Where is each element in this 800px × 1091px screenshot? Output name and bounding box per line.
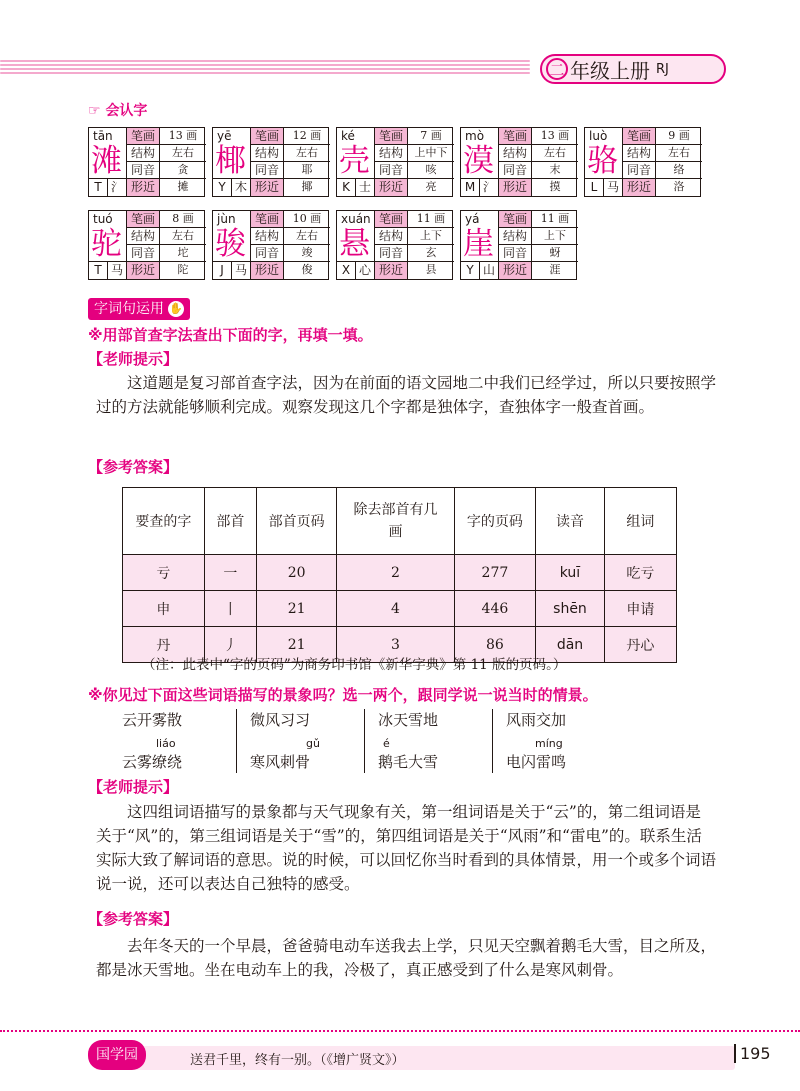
card-character: 漠 [463,143,494,179]
table-header-cell: 组词 [604,488,676,555]
card-radical-char: 心 [358,263,371,277]
word-row1: 风雨交加 [506,711,567,729]
card-info [374,211,454,279]
card-structure: 左右 [172,146,194,159]
card-character: 崖 [463,226,494,262]
card-similar: 洛 [673,180,685,193]
card-radical-char: 木 [234,180,247,194]
word-divider [492,709,493,773]
card-label-similar: 形近 [623,179,656,196]
card-structure: 左右 [668,146,690,159]
card-homophone: 坨 [177,246,189,259]
card-strokes: 13 画 [168,129,198,142]
card-strokes: 11 画 [416,212,446,225]
card-pinyin: mò [465,129,485,143]
card-label-structure: 结构 [251,145,284,161]
table-header-cell: 除去部首有几画 [337,488,454,555]
table-cell: 2 [337,555,454,591]
table-header-cell: 字的页码 [454,488,536,555]
card-info [126,128,206,196]
card-label-homophone: 同音 [127,245,160,261]
card-radical [337,261,374,279]
section-banner: 字词句运用 ✋ [88,298,190,320]
card-radical [213,178,250,196]
card-label-similar: 形近 [127,262,160,279]
card-character: 悬 [339,226,370,262]
card-label-homophone: 同音 [375,162,408,178]
table-cell: dān [536,627,605,663]
card-similar: 揶 [301,180,313,193]
grade-circle: 二 [546,58,568,80]
card-strokes: 13 画 [540,129,570,142]
card-strokes: 7 画 [420,129,442,142]
table-cell: 一 [204,555,256,591]
card-similar: 摊 [177,180,189,193]
word-row1: 微风习习 [250,711,311,729]
card-label-homophone: 同音 [499,162,532,178]
table-cell: 446 [454,591,536,627]
card-label-similar: 形近 [251,262,284,279]
card-label-strokes: 笔画 [127,211,160,227]
card-label-strokes: 笔画 [375,211,408,227]
card-radical [337,178,374,196]
card-label-structure: 结构 [623,145,656,161]
card-label-homophone: 同音 [251,162,284,178]
table-cell: 丿 [204,627,256,663]
card-label-similar: 形近 [375,179,408,196]
table-cell: 丨 [204,591,256,627]
grade-badge [540,54,726,84]
card-structure: 上下 [544,229,566,242]
card-radical-letter: Y [213,179,232,196]
card-radical [461,261,498,279]
word-row2: 电闪雷鸣 [506,753,567,771]
card-label-homophone: 同音 [623,162,656,178]
card-pinyin: tān [93,129,113,143]
card-info [250,128,330,196]
card-label-homophone: 同音 [375,245,408,261]
card-label-structure: 结构 [127,145,160,161]
card-similar: 陀 [177,263,189,276]
card-radical-letter: L [585,179,604,196]
teacher-tip-label: 【老师提示】 [88,350,179,368]
card-label-homophone: 同音 [499,245,532,261]
card-label-strokes: 笔画 [127,128,160,144]
card-character: 骆 [587,143,618,179]
card-homophone: 竣 [301,246,313,259]
card-structure: 左右 [172,229,194,242]
card-similar: 摸 [549,180,561,193]
card-radical [213,261,250,279]
card-similar: 亮 [425,180,437,193]
card-radical-char: 马 [234,263,247,277]
table-row [123,555,677,591]
word-row2: 云雾缭绕 [122,753,183,771]
card-radical-letter: T [89,179,108,196]
card-structure: 左右 [544,146,566,159]
card-similar: 俊 [301,263,313,276]
footer-quote: 送君千里，终有一别。（《增广贤文》） [190,1053,405,1068]
card-label-similar: 形近 [375,262,408,279]
card-strokes: 10 画 [292,212,322,225]
word-row1: 云开雾散 [122,711,183,729]
card-homophone: 咳 [425,163,437,176]
card-radical-letter: X [337,262,356,279]
word-pinyin: gǔ [306,737,320,750]
card-label-structure: 结构 [499,228,532,244]
card-radical [89,178,126,196]
card-label-similar: 形近 [499,262,532,279]
word-row2: 寒风刺骨 [250,753,311,771]
table-header-cell: 读音 [536,488,605,555]
card-label-strokes: 笔画 [375,128,408,144]
card-pinyin: jùn [217,212,236,226]
table-cell: 申请 [604,591,676,627]
word-row1: 冰天雪地 [378,711,439,729]
card-label-strokes: 笔画 [623,128,656,144]
char-card [336,210,453,280]
card-character: 椰 [215,143,246,179]
card-homophone: 络 [673,163,685,176]
table-cell: 吃亏 [604,555,676,591]
card-pinyin: tuó [93,212,113,226]
card-label-homophone: 同音 [251,245,284,261]
table-cell: 3 [337,627,454,663]
table-cell: 丹 [123,627,205,663]
grade-text: 年级上册 [570,58,650,83]
table-cell: 亏 [123,555,205,591]
page-number: 195 [734,1044,771,1063]
card-homophone: 贪 [177,163,189,176]
table-note: （注：此表中“字的页码”为商务印书馆《新华字典》第 11 版的页码。） [142,657,567,673]
table-cell: 20 [256,555,337,591]
card-radical [585,178,622,196]
card-structure: 左右 [296,229,318,242]
card-homophone: 耶 [301,163,313,176]
card-label-similar: 形近 [251,179,284,196]
card-similar: 县 [425,263,437,276]
card-structure: 上中下 [414,146,448,159]
card-info [498,128,578,196]
table-row [123,591,677,627]
table-header-row [123,488,677,555]
card-label-strokes: 笔画 [499,211,532,227]
card-label-strokes: 笔画 [499,128,532,144]
card-label-structure: 结构 [499,145,532,161]
card-info [250,211,330,279]
table-header-cell: 要查的字 [123,488,205,555]
card-strokes: 9 画 [668,129,690,142]
char-card [584,127,701,197]
card-homophone: 蚜 [549,246,561,259]
reference-answer-label: 【参考答案】 [88,458,179,476]
card-structure: 上下 [420,229,442,242]
card-pinyin: xuán [341,212,371,226]
card-info [126,211,206,279]
card-radical-char: 山 [482,263,495,277]
footer-divider [0,1030,800,1032]
card-label-strokes: 笔画 [251,128,284,144]
card-strokes: 8 画 [172,212,194,225]
section-recognize-title: ☞ 会认字 [88,103,148,119]
card-info [498,211,578,279]
card-label-homophone: 同音 [127,162,160,178]
word-row2: 鹅毛大雪 [378,753,439,771]
card-radical-char: 氵 [482,180,495,194]
answer-table [122,487,677,663]
card-strokes: 12 画 [292,129,322,142]
card-pinyin: luò [589,129,608,143]
card-pinyin: ké [341,129,355,143]
card-structure: 左右 [296,146,318,159]
card-homophone: 末 [549,163,561,176]
hand-icon: ✋ [169,302,183,315]
card-radical-letter: Y [461,262,480,279]
header-stripes [0,60,530,80]
card-character: 驼 [91,226,122,262]
table-cell: 申 [123,591,205,627]
word-pinyin: é [383,737,390,750]
card-radical-char: 马 [110,263,123,277]
table-header-cell: 部首页码 [256,488,337,555]
card-radical-letter: T [89,262,108,279]
card-radical-char: 马 [606,180,619,194]
char-card [336,127,453,197]
word-divider [364,709,365,773]
card-label-strokes: 笔画 [251,211,284,227]
table-header-cell: 部首 [204,488,256,555]
char-card [88,127,205,197]
answer-2-paragraph: 去年冬天的一个早晨，爸爸骑电动车送我去上学，只见天空飘着鹅毛大雪，目之所及，都是冰天雪地。坐在电动车上的我，冷极了，真正感受到了什么是寒风刺骨。 [96,937,717,979]
table-cell: shēn [536,591,605,627]
card-radical [461,178,498,196]
table-cell: 277 [454,555,536,591]
edition-label: RJ [656,61,669,77]
table-cell: 21 [256,627,337,663]
task-1: ※用部首查字法查出下面的字，再填一填。 [88,326,373,344]
tip-2-paragraph: 这四组词语描写的景象都与天气现象有关，第一组词语是关于“云”的，第二组词语是关于“风”的，第三组词语是关于“雪”的，第四组词语是关于“风雨”和“雷电”的。联系生活实际大致了解词语的意思。说的时候，可以回忆你当时看到的具体情景，用一个或多个词语说一说，还可以表达自己独特的感受。 [96,803,717,893]
card-radical-letter: J [213,262,232,279]
card-character: 壳 [339,143,370,179]
card-radical-char: 氵 [110,180,123,194]
card-radical-letter: M [461,179,480,196]
table-cell: 丹心 [604,627,676,663]
word-pinyin: liáo [156,737,176,750]
card-info [622,128,702,196]
char-card [212,127,329,197]
char-card [460,127,577,197]
card-character: 滩 [91,143,122,179]
char-card [212,210,329,280]
card-label-structure: 结构 [251,228,284,244]
teacher-tip-label-2: 【老师提示】 [88,778,179,796]
card-label-structure: 结构 [375,145,408,161]
table-cell: 4 [337,591,454,627]
char-card [88,210,205,280]
card-label-similar: 形近 [127,179,160,196]
card-character: 骏 [215,226,246,262]
tip-1-paragraph: 这道题是复习部首查字法，因为在前面的语文园地二中我们已经学过，所以只要按照学过的方法就能够顺利完成。观察发现这几个字都是独体字，查独体字一般查首画。 [96,374,717,416]
task-2: ※你见过下面这些词语描写的景象吗？选一两个，跟同学说一说当时的情景。 [88,686,598,704]
card-pinyin: yē [217,129,232,143]
card-label-structure: 结构 [127,228,160,244]
word-divider [236,709,237,773]
card-homophone: 玄 [425,246,437,259]
card-label-similar: 形近 [499,179,532,196]
word-pinyin: míng [535,737,563,750]
guoxue-badge: 国学园 [88,1040,146,1070]
card-similar: 涯 [549,263,561,276]
card-info [374,128,454,196]
table-cell: 86 [454,627,536,663]
card-strokes: 11 画 [540,212,570,225]
char-card [460,210,577,280]
card-radical [89,261,126,279]
card-pinyin: yá [465,212,480,226]
reference-answer-label-2: 【参考答案】 [88,910,179,928]
hand-icon: ☞ [88,103,101,119]
card-radical-letter: K [337,179,356,196]
card-label-structure: 结构 [375,228,408,244]
card-radical-char: 士 [358,180,371,194]
table-cell: kuī [536,555,605,591]
table-cell: 21 [256,591,337,627]
